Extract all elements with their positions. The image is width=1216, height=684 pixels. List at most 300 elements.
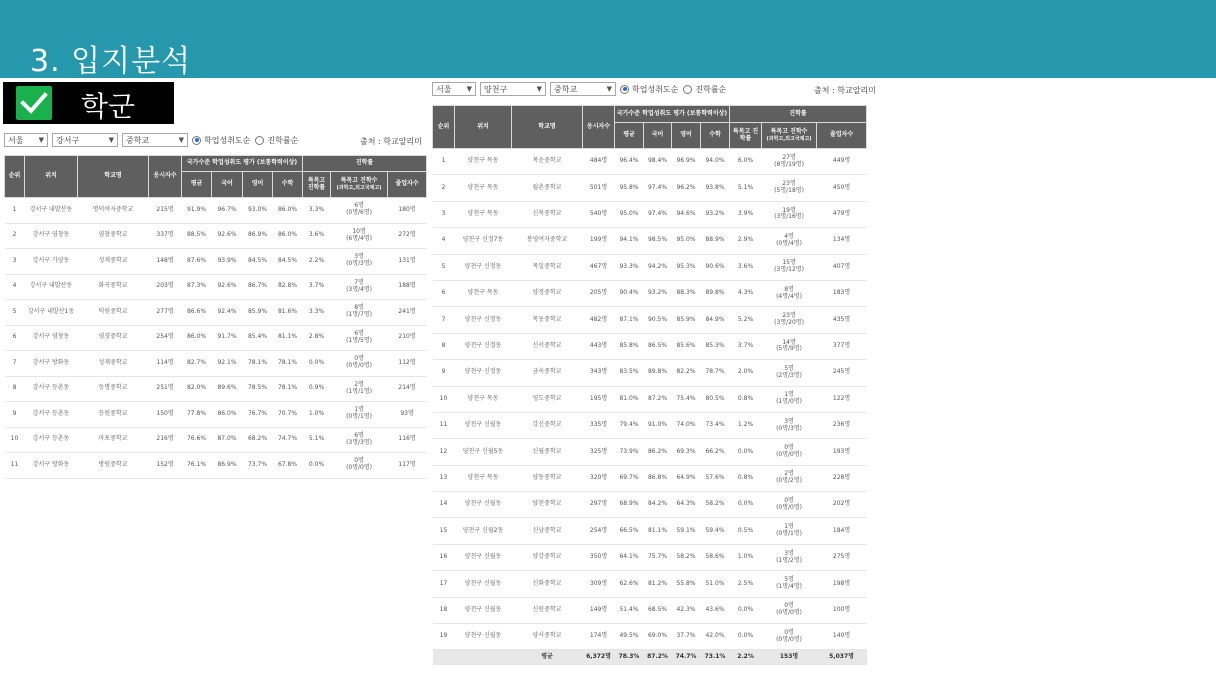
cell-rank: 7 bbox=[5, 351, 25, 377]
cell-special-count: 2명 (0명/2명) bbox=[762, 465, 817, 491]
cell-rank: 5 bbox=[5, 300, 25, 326]
right-radio-advancement[interactable]: 진학률순 bbox=[683, 84, 726, 95]
cell-app: 467명 bbox=[583, 254, 615, 280]
chevron-down-icon: ▼ bbox=[466, 85, 472, 93]
cell-rate: 1.0% bbox=[303, 402, 331, 428]
cell-app: 482명 bbox=[583, 307, 615, 333]
cell-app: 152명 bbox=[149, 453, 182, 479]
cell-rank: 9 bbox=[433, 360, 455, 386]
cell-math: 74.7% bbox=[273, 427, 303, 453]
table-row bbox=[433, 333, 867, 359]
table-row bbox=[5, 274, 427, 300]
table-row bbox=[433, 624, 867, 650]
chevron-down-icon: ▼ bbox=[178, 136, 184, 144]
cell-eng: 69.3% bbox=[672, 439, 701, 465]
cell-special-count: 0명 (0명/0명) bbox=[331, 351, 388, 377]
cell-rate: 0.9% bbox=[303, 376, 331, 402]
cell-eng: 59.1% bbox=[672, 518, 701, 544]
cell-loc: 강서구 등촌동 bbox=[25, 427, 78, 453]
cell-kor: 93.9% bbox=[212, 249, 243, 275]
cell-school: 방원중학교 bbox=[78, 453, 149, 479]
cell-avg: 87.6% bbox=[182, 249, 212, 275]
avg-cell-kor: 87.2% bbox=[644, 650, 672, 665]
cell-kor: 84.2% bbox=[644, 492, 672, 518]
table-row bbox=[433, 492, 867, 518]
col-school: 학교명 bbox=[512, 106, 583, 149]
cell-app: 174명 bbox=[583, 624, 615, 650]
cell-rank: 2 bbox=[5, 223, 25, 249]
cell-avg: 51.4% bbox=[615, 597, 644, 623]
cell-special-count: 6명 (1명/5명) bbox=[331, 325, 388, 351]
cell-rank: 11 bbox=[433, 412, 455, 438]
cell-school: 목일중학교 bbox=[512, 254, 583, 280]
cell-kor: 96.7% bbox=[212, 198, 243, 224]
cell-school: 신남중학교 bbox=[512, 518, 583, 544]
cell-app: 203명 bbox=[149, 274, 182, 300]
cell-app: 251명 bbox=[149, 376, 182, 402]
cell-eng: 86.7% bbox=[243, 274, 273, 300]
table-row bbox=[433, 544, 867, 570]
cell-avg: 81.0% bbox=[615, 386, 644, 412]
cell-special-count: 6명 (3명/3명) bbox=[331, 427, 388, 453]
left-school-type-select[interactable]: 중학교 ▼ bbox=[122, 133, 188, 147]
table-row bbox=[433, 439, 867, 465]
cell-loc: 양천구 목동 bbox=[455, 280, 512, 306]
cell-grads: 479명 bbox=[817, 201, 867, 227]
cell-app: 343명 bbox=[583, 360, 615, 386]
cell-grads: 100명 bbox=[817, 597, 867, 623]
cell-school: 양정중학교 bbox=[512, 280, 583, 306]
cell-avg: 82.7% bbox=[182, 351, 212, 377]
cell-kor: 81.1% bbox=[644, 518, 672, 544]
cell-kor: 89.8% bbox=[644, 360, 672, 386]
col-group-advancement: 진학률 bbox=[303, 156, 427, 172]
cell-school: 성재중학교 bbox=[78, 351, 149, 377]
cell-loc: 양천구 신월동 bbox=[455, 544, 512, 570]
cell-math: 78.7% bbox=[701, 360, 730, 386]
cell-rank: 10 bbox=[5, 427, 25, 453]
cell-math: 90.6% bbox=[701, 254, 730, 280]
cell-math: 59.4% bbox=[701, 518, 730, 544]
cell-loc: 강서구 등촌동 bbox=[25, 402, 78, 428]
cell-math: 89.8% bbox=[701, 280, 730, 306]
cell-rank: 6 bbox=[433, 280, 455, 306]
col-english: 영어 bbox=[672, 123, 701, 149]
cell-kor: 92.6% bbox=[212, 223, 243, 249]
col-location: 위치 bbox=[455, 106, 512, 149]
cell-school: 신화중학교 bbox=[512, 571, 583, 597]
cell-app: 350명 bbox=[583, 544, 615, 570]
col-special-count: 특목고 진학수 (과학고,외고국제고) bbox=[762, 123, 817, 149]
cell-loc: 양천구 목동 bbox=[455, 201, 512, 227]
left-radio-advancement[interactable]: 진학률순 bbox=[255, 135, 298, 146]
cell-kor: 98.5% bbox=[644, 228, 672, 254]
cell-special-count: 23명 (5명/18명) bbox=[762, 175, 817, 201]
cell-math: 78.1% bbox=[273, 351, 303, 377]
cell-rate: 0.5% bbox=[730, 518, 762, 544]
cell-loc: 양천구 신정동 bbox=[455, 307, 512, 333]
cell-loc: 양천구 신월동 bbox=[455, 597, 512, 623]
cell-grads: 202명 bbox=[817, 492, 867, 518]
cell-eng: 74.0% bbox=[672, 412, 701, 438]
cell-avg: 77.8% bbox=[182, 402, 212, 428]
left-district-select[interactable]: 강서구 ▼ bbox=[52, 133, 118, 147]
cell-rank: 3 bbox=[5, 249, 25, 275]
slide-title: 3. 입지분석 bbox=[30, 44, 192, 79]
cell-grads: 131명 bbox=[388, 249, 427, 275]
col-special-rate: 특목고 진학률 bbox=[303, 172, 331, 198]
cell-loc: 강서구 방화동 bbox=[25, 453, 78, 479]
table-row bbox=[5, 325, 427, 351]
col-special-rate: 특목고 진학률 bbox=[730, 123, 762, 149]
table-row bbox=[433, 307, 867, 333]
cell-kor: 69.0% bbox=[644, 624, 672, 650]
cell-kor: 98.4% bbox=[644, 149, 672, 175]
cell-kor: 86.8% bbox=[644, 465, 672, 491]
cell-rank: 12 bbox=[433, 439, 455, 465]
cell-app: 320명 bbox=[583, 465, 615, 491]
cell-school: 염창중학교 bbox=[78, 223, 149, 249]
cell-eng: 73.7% bbox=[243, 453, 273, 479]
cell-app: 484명 bbox=[583, 149, 615, 175]
table-row bbox=[433, 360, 867, 386]
cell-rate: 0.0% bbox=[730, 439, 762, 465]
cell-math: 80.5% bbox=[701, 386, 730, 412]
cell-loc: 양천구 신월동 bbox=[455, 571, 512, 597]
cell-special-count: 0명 (0명/0명) bbox=[762, 597, 817, 623]
cell-rate: 3.6% bbox=[303, 223, 331, 249]
cell-rank: 1 bbox=[5, 198, 25, 224]
cell-rank: 15 bbox=[433, 518, 455, 544]
cell-eng: 93.0% bbox=[243, 198, 273, 224]
table-row bbox=[433, 465, 867, 491]
cell-special-count: 19명 (3명/16명) bbox=[762, 201, 817, 227]
cell-app: 148명 bbox=[149, 249, 182, 275]
avg-cell-empty bbox=[433, 650, 455, 665]
cell-rate: 1.0% bbox=[730, 544, 762, 570]
col-graduates: 졸업자수 bbox=[817, 123, 867, 149]
radio-icon bbox=[255, 136, 264, 145]
cell-app: 254명 bbox=[149, 325, 182, 351]
cell-school: 신원중학교 bbox=[512, 597, 583, 623]
cell-rate: 5.2% bbox=[730, 307, 762, 333]
cell-special-count: 23명 (3명/20명) bbox=[762, 307, 817, 333]
cell-grads: 245명 bbox=[817, 360, 867, 386]
cell-eng: 96.9% bbox=[672, 149, 701, 175]
cell-grads: 275명 bbox=[817, 544, 867, 570]
cell-eng: 86.9% bbox=[243, 223, 273, 249]
table-row bbox=[5, 198, 427, 224]
cell-school: 신서중학교 bbox=[512, 333, 583, 359]
cell-rate: 3.3% bbox=[303, 300, 331, 326]
cell-grads: 198명 bbox=[817, 571, 867, 597]
right-radio-achievement[interactable]: 학업성취도순 bbox=[620, 84, 678, 95]
cell-eng: 78.1% bbox=[243, 351, 273, 377]
chevron-down-icon: ▼ bbox=[606, 85, 612, 93]
cell-eng: 85.6% bbox=[672, 333, 701, 359]
cell-rank: 1 bbox=[433, 149, 455, 175]
avg-cell-app: 6,372명 bbox=[583, 650, 615, 665]
cell-rate: 3.3% bbox=[303, 198, 331, 224]
cell-grads: 93명 bbox=[388, 402, 427, 428]
cell-app: 335명 bbox=[583, 412, 615, 438]
col-english: 영어 bbox=[243, 172, 273, 198]
cell-loc: 강서구 방화동 bbox=[25, 351, 78, 377]
cell-school: 신목중학교 bbox=[512, 201, 583, 227]
cell-avg: 68.9% bbox=[615, 492, 644, 518]
cell-rate: 6.0% bbox=[730, 149, 762, 175]
col-graduates: 졸업자수 bbox=[388, 172, 427, 198]
cell-school: 목운중학교 bbox=[512, 149, 583, 175]
cell-rate: 5.1% bbox=[730, 175, 762, 201]
cell-kor: 91.7% bbox=[212, 325, 243, 351]
cell-eng: 82.2% bbox=[672, 360, 701, 386]
cell-avg: 85.8% bbox=[615, 333, 644, 359]
cell-grads: 228명 bbox=[817, 465, 867, 491]
cell-rank: 2 bbox=[433, 175, 455, 201]
col-special-count: 특목고 진학수 (과학고,외고국제고) bbox=[331, 172, 388, 198]
cell-math: 88.9% bbox=[701, 228, 730, 254]
cell-rank: 16 bbox=[433, 544, 455, 570]
cell-eng: 78.5% bbox=[243, 376, 273, 402]
cell-loc: 강서구 등촌동 bbox=[25, 376, 78, 402]
cell-eng: 88.3% bbox=[672, 280, 701, 306]
cell-school: 월촌중학교 bbox=[512, 175, 583, 201]
cell-loc: 양천구 신월동 bbox=[455, 492, 512, 518]
cell-math: 81.6% bbox=[273, 300, 303, 326]
cell-math: 42.0% bbox=[701, 624, 730, 650]
cell-grads: 184명 bbox=[817, 518, 867, 544]
cell-school: 염경중학교 bbox=[78, 325, 149, 351]
chevron-down-icon: ▼ bbox=[38, 136, 44, 144]
cell-math: 67.8% bbox=[273, 453, 303, 479]
cell-loc: 강서구 내발산1동 bbox=[25, 300, 78, 326]
cell-special-count: 0명 (0명/0명) bbox=[762, 492, 817, 518]
cell-math: 93.8% bbox=[701, 175, 730, 201]
cell-eng: 85.9% bbox=[243, 300, 273, 326]
table-row bbox=[433, 280, 867, 306]
right-school-type-select[interactable]: 중학교 ▼ bbox=[550, 82, 616, 96]
right-district-select[interactable]: 양천구 ▼ bbox=[480, 82, 546, 96]
cell-avg: 73.9% bbox=[615, 439, 644, 465]
chevron-down-icon: ▼ bbox=[536, 85, 542, 93]
col-group-evaluation: 국가수준 학업성취도 평가 (보통학력이상) bbox=[182, 156, 303, 172]
cell-rank: 5 bbox=[433, 254, 455, 280]
cell-school: 영도중학교 bbox=[512, 386, 583, 412]
radio-icon bbox=[683, 85, 692, 94]
cell-school: 양서중학교 bbox=[512, 624, 583, 650]
cell-loc: 강서구 염창동 bbox=[25, 325, 78, 351]
cell-school: 등명중학교 bbox=[78, 376, 149, 402]
cell-special-count: 1명 (0명/1명) bbox=[331, 402, 388, 428]
cell-avg: 62.6% bbox=[615, 571, 644, 597]
cell-special-count: 3명 (0명/3명) bbox=[331, 249, 388, 275]
cell-special-count: 0명 (0명/0명) bbox=[762, 624, 817, 650]
cell-rate: 0.8% bbox=[730, 465, 762, 491]
cell-math: 57.6% bbox=[701, 465, 730, 491]
cell-grads: 450명 bbox=[817, 175, 867, 201]
radio-selected-icon bbox=[192, 136, 201, 145]
cell-school: 양천중학교 bbox=[512, 492, 583, 518]
cell-special-count: 3명 (0명/3명) bbox=[762, 412, 817, 438]
cell-avg: 76.1% bbox=[182, 453, 212, 479]
cell-school: 명덕여자중학교 bbox=[78, 198, 149, 224]
avg-cell-math: 73.1% bbox=[701, 650, 730, 665]
cell-rate: 3.7% bbox=[730, 333, 762, 359]
cell-grads: 180명 bbox=[388, 198, 427, 224]
cell-eng: 75.4% bbox=[672, 386, 701, 412]
cell-loc: 양천구 신월동 bbox=[455, 624, 512, 650]
cell-rank: 17 bbox=[433, 571, 455, 597]
cell-rate: 2.0% bbox=[730, 360, 762, 386]
cell-kor: 86.0% bbox=[212, 402, 243, 428]
cell-kor: 87.0% bbox=[212, 427, 243, 453]
cell-math: 84.9% bbox=[701, 307, 730, 333]
avg-cell-label: 평균 bbox=[512, 650, 583, 665]
table-row bbox=[433, 386, 867, 412]
col-rank: 순위 bbox=[5, 156, 25, 198]
cell-loc: 강서구 염창동 bbox=[25, 223, 78, 249]
cell-special-count: 5명 (2명/3명) bbox=[762, 360, 817, 386]
left-region-select[interactable]: 서울 ▼ bbox=[4, 133, 48, 147]
cell-special-count: 0명 (0명/0명) bbox=[331, 453, 388, 479]
cell-grads: 193명 bbox=[817, 439, 867, 465]
cell-grads: 435명 bbox=[817, 307, 867, 333]
cell-kor: 92.6% bbox=[212, 274, 243, 300]
cell-school: 등원중학교 bbox=[78, 402, 149, 428]
cell-app: 199명 bbox=[583, 228, 615, 254]
right-region-select[interactable]: 서울 ▼ bbox=[432, 82, 476, 96]
cell-eng: 64.9% bbox=[672, 465, 701, 491]
cell-avg: 79.4% bbox=[615, 412, 644, 438]
cell-special-count: 7명 (3명/4명) bbox=[331, 274, 388, 300]
cell-eng: 37.7% bbox=[672, 624, 701, 650]
avg-cell-rate: 2.2% bbox=[730, 650, 762, 665]
table-row bbox=[433, 201, 867, 227]
cell-rate: 4.3% bbox=[730, 280, 762, 306]
cell-grads: 134명 bbox=[817, 228, 867, 254]
col-korean: 국어 bbox=[212, 172, 243, 198]
checkmark-icon bbox=[16, 86, 52, 120]
cell-special-count: 6명 (0명/6명) bbox=[331, 198, 388, 224]
cell-school: 금옥중학교 bbox=[512, 360, 583, 386]
cell-loc: 양천구 신정동 bbox=[455, 360, 512, 386]
cell-special-count: 0명 (0명/0명) bbox=[762, 439, 817, 465]
cell-avg: 88.5% bbox=[182, 223, 212, 249]
section-label-text: 학군 bbox=[81, 90, 136, 123]
cell-eng: 85.4% bbox=[243, 325, 273, 351]
cell-loc: 양천구 신월5동 bbox=[455, 439, 512, 465]
cell-rate: 5.1% bbox=[303, 427, 331, 453]
cell-rank: 11 bbox=[5, 453, 25, 479]
cell-avg: 94.1% bbox=[615, 228, 644, 254]
table-row bbox=[433, 228, 867, 254]
cell-school: 양동중학교 bbox=[512, 465, 583, 491]
cell-rate: 2.8% bbox=[303, 325, 331, 351]
table-row bbox=[5, 223, 427, 249]
cell-eng: 55.8% bbox=[672, 571, 701, 597]
cell-kor: 92.4% bbox=[212, 300, 243, 326]
cell-app: 114명 bbox=[149, 351, 182, 377]
cell-rate: 1.2% bbox=[730, 412, 762, 438]
col-average: 평균 bbox=[182, 172, 212, 198]
cell-avg: 93.3% bbox=[615, 254, 644, 280]
cell-grads: 188명 bbox=[388, 274, 427, 300]
cell-avg: 95.8% bbox=[615, 175, 644, 201]
col-average: 평균 bbox=[615, 123, 644, 149]
table-row bbox=[433, 597, 867, 623]
cell-math: 73.4% bbox=[701, 412, 730, 438]
cell-loc: 양천구 목동 bbox=[455, 465, 512, 491]
cell-loc: 양천구 신정동 bbox=[455, 254, 512, 280]
cell-kor: 81.2% bbox=[644, 571, 672, 597]
cell-school: 마포중학교 bbox=[78, 427, 149, 453]
cell-math: 43.6% bbox=[701, 597, 730, 623]
cell-school: 봉영여자중학교 bbox=[512, 228, 583, 254]
cell-rank: 19 bbox=[433, 624, 455, 650]
table-row bbox=[433, 412, 867, 438]
cell-loc: 양천구 목동 bbox=[455, 175, 512, 201]
cell-app: 297명 bbox=[583, 492, 615, 518]
left-radio-achievement[interactable]: 학업성취도순 bbox=[192, 135, 250, 146]
cell-avg: 86.6% bbox=[182, 300, 212, 326]
cell-rank: 18 bbox=[433, 597, 455, 623]
cell-app: 337명 bbox=[149, 223, 182, 249]
cell-loc: 양천구 목동 bbox=[455, 149, 512, 175]
cell-app: 195명 bbox=[583, 386, 615, 412]
cell-loc: 양천구 신정7동 bbox=[455, 228, 512, 254]
cell-special-count: 5명 (1명/4명) bbox=[762, 571, 817, 597]
radio-selected-icon bbox=[620, 85, 629, 94]
cell-rate: 0.0% bbox=[730, 492, 762, 518]
cell-math: 84.5% bbox=[273, 249, 303, 275]
cell-special-count: 14명 (5명/9명) bbox=[762, 333, 817, 359]
cell-math: 66.2% bbox=[701, 439, 730, 465]
cell-school: 화곡중학교 bbox=[78, 274, 149, 300]
cell-grads: 214명 bbox=[388, 376, 427, 402]
section-label bbox=[3, 82, 174, 124]
cell-app: 277명 bbox=[149, 300, 182, 326]
table-row bbox=[433, 175, 867, 201]
col-applicants: 응시자수 bbox=[149, 156, 182, 198]
cell-rank: 9 bbox=[5, 402, 25, 428]
cell-rate: 0.0% bbox=[730, 597, 762, 623]
cell-grads: 183명 bbox=[817, 280, 867, 306]
cell-eng: 64.3% bbox=[672, 492, 701, 518]
cell-rank: 8 bbox=[433, 333, 455, 359]
cell-app: 309명 bbox=[583, 571, 615, 597]
cell-kor: 97.4% bbox=[644, 175, 672, 201]
cell-avg: 86.0% bbox=[182, 325, 212, 351]
cell-avg: 90.4% bbox=[615, 280, 644, 306]
cell-math: 51.0% bbox=[701, 571, 730, 597]
right-school-table bbox=[432, 105, 867, 665]
cell-grads: 236명 bbox=[817, 412, 867, 438]
cell-eng: 95.3% bbox=[672, 254, 701, 280]
cell-rank: 7 bbox=[433, 307, 455, 333]
cell-kor: 92.1% bbox=[212, 351, 243, 377]
table-row bbox=[433, 518, 867, 544]
cell-grads: 116명 bbox=[388, 427, 427, 453]
cell-app: 501명 bbox=[583, 175, 615, 201]
cell-math: 86.0% bbox=[273, 198, 303, 224]
cell-kor: 68.5% bbox=[644, 597, 672, 623]
cell-special-count: 15명 (3명/12명) bbox=[762, 254, 817, 280]
col-math: 수학 bbox=[273, 172, 303, 198]
cell-avg: 87.3% bbox=[182, 274, 212, 300]
cell-avg: 83.5% bbox=[615, 360, 644, 386]
cell-eng: 85.9% bbox=[672, 307, 701, 333]
